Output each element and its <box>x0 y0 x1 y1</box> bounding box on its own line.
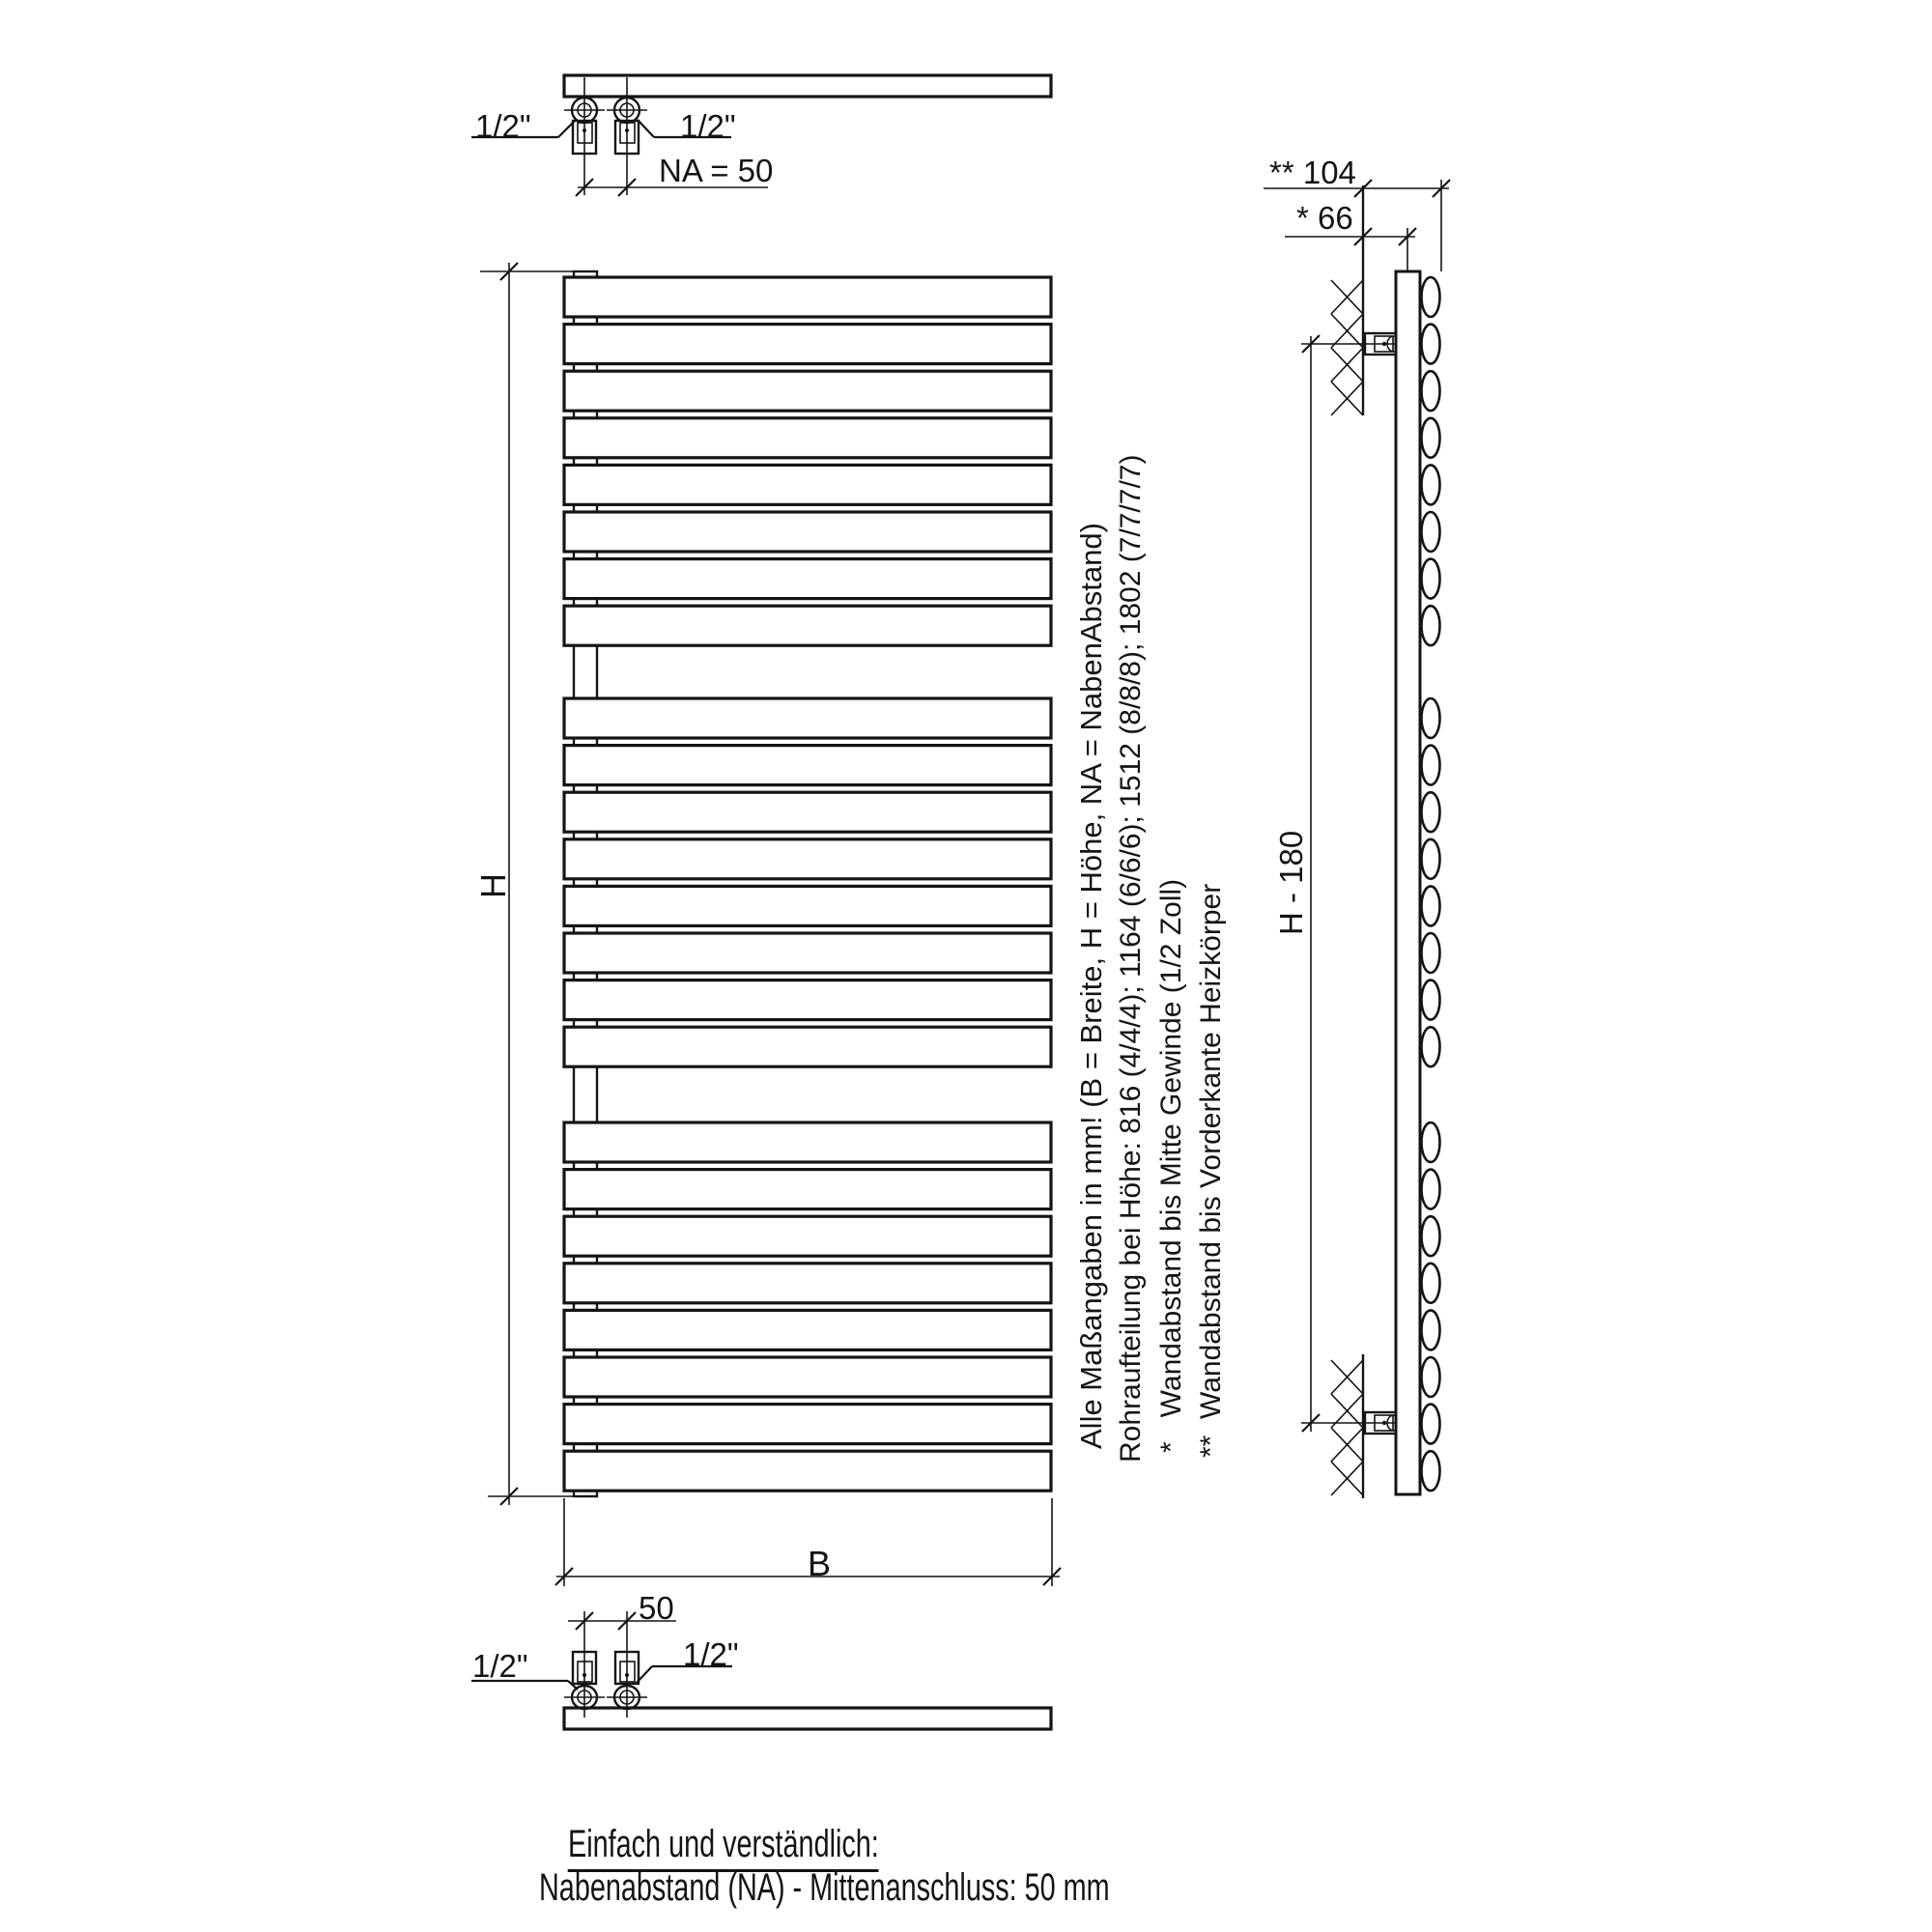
footer-title-text: Einfach und verständlich: <box>568 1823 879 1872</box>
note-tube-layout: Rohraufteilung bei Höhe: 816 (4/4/4); 1164 (6/6/6); 1512 (8/8/8); 1802 (7/7/7/7) <box>1115 454 1147 1463</box>
side-view <box>1331 185 1440 1498</box>
dim-label-height: H <box>473 873 513 898</box>
dim-label-half-inch-bottom-right: 1/2" <box>683 1636 739 1672</box>
dim-label-half-inch-top-left: 1/2" <box>475 108 531 144</box>
bottom-connection-detail <box>471 1611 1051 1729</box>
footer-subtitle: Nabenabstand (NA) - Mittenanschluss: 50 mm <box>539 1866 1110 1909</box>
dim-label-bracket-span: H - 180 <box>1273 830 1309 935</box>
dim-label-wall-to-front: ** 104 <box>1269 155 1356 190</box>
dim-label-half-inch-top-right: 1/2" <box>680 108 736 144</box>
dim-label-na-bottom: 50 <box>639 1590 674 1626</box>
dim-label-wall-to-thread: * 66 <box>1296 200 1353 236</box>
dim-label-half-inch-bottom-left: 1/2" <box>472 1648 528 1684</box>
front-view <box>564 271 1051 1496</box>
note-wall-thread: * Wandabstand bis Mitte Gewinde (1/2 Zoll) <box>1155 878 1187 1453</box>
dim-label-width: B <box>808 1544 832 1583</box>
dim-label-na-top: NA = 50 <box>659 153 774 188</box>
note-wall-front: ** Wandabstand bis Vorderkante Heizkörper <box>1195 883 1227 1458</box>
note-units: Alle Maßangaben in mm! (B = Breite, H = Höhe, NA = NabenAbstand) <box>1074 523 1108 1449</box>
